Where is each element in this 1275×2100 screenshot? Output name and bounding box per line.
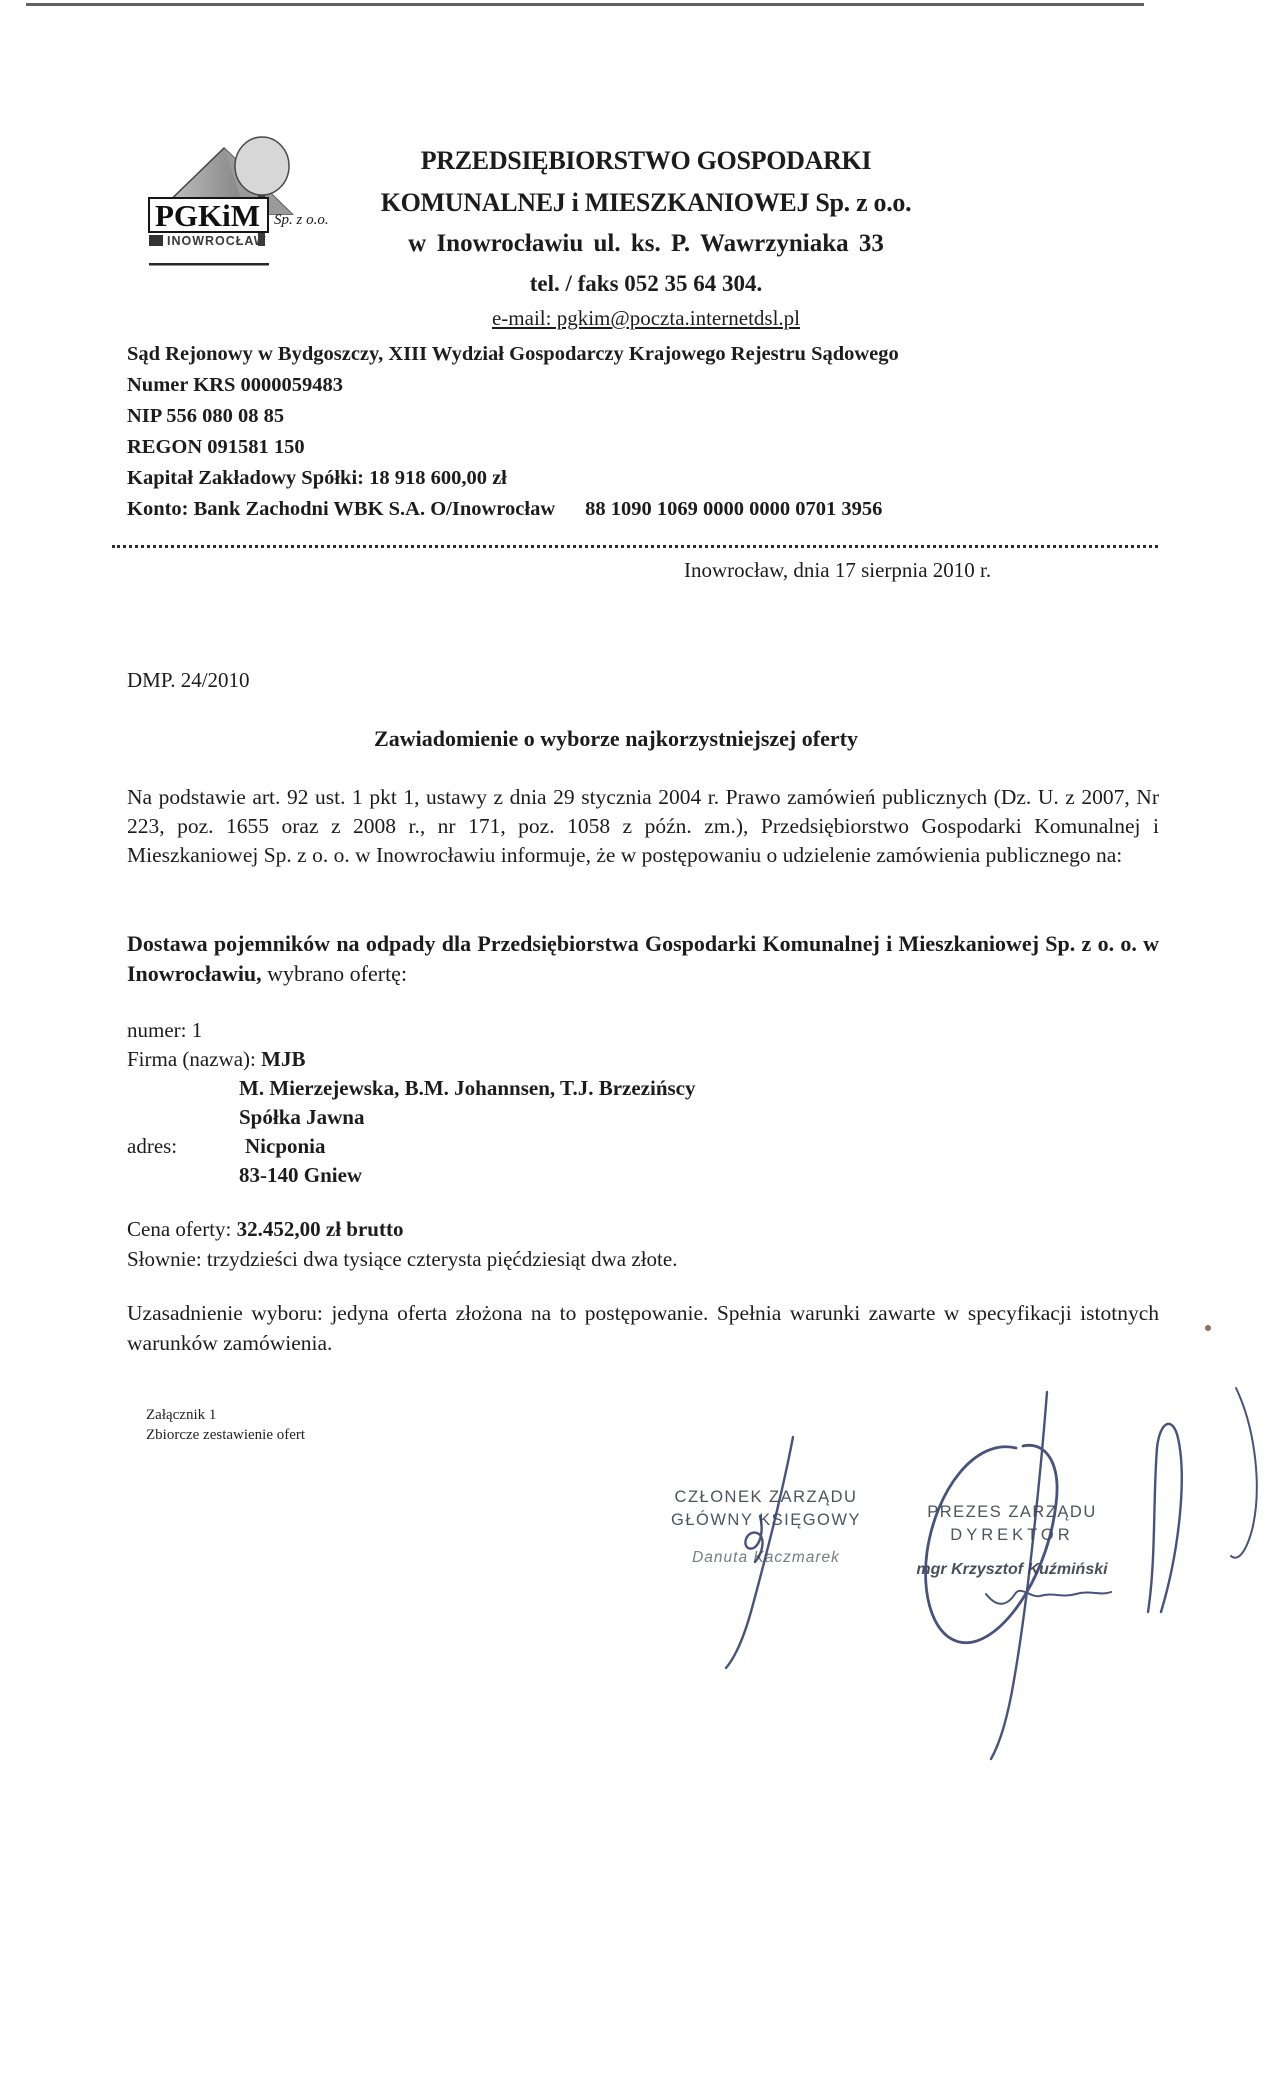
logo-suffix: Sp. z o.o. bbox=[274, 212, 329, 228]
subject-rest: wybrano ofertę: bbox=[261, 961, 408, 986]
address-label: adres: bbox=[127, 1134, 178, 1158]
price-value: 32.452,00 zł brutto bbox=[236, 1217, 404, 1241]
offer-firm-row bbox=[127, 1045, 1159, 1074]
letterhead-email: e-mail: pgkim@poczta.internetdsl.pl bbox=[491, 306, 800, 330]
scan-artifact-top-line bbox=[26, 3, 1144, 6]
bank-account-number: 88 1090 1069 0000 0000 0701 3956 bbox=[585, 498, 883, 520]
firm-type: Spółka Jawna bbox=[239, 1105, 365, 1129]
logo-city: INOWROCŁAW bbox=[167, 234, 267, 248]
price-block bbox=[127, 1214, 1159, 1274]
price-label: Cena oferty: bbox=[127, 1217, 237, 1241]
registry-block bbox=[127, 339, 899, 525]
price-row bbox=[127, 1214, 1159, 1244]
stamp-left-role2: GŁÓWNY KSIĘGOWY bbox=[671, 1511, 861, 1529]
signature-right-arc bbox=[1148, 1424, 1182, 1612]
stamp-left bbox=[662, 1486, 870, 1532]
bank-account-label: Konto: Bank Zachodni WBK S.A. O/Inowrocław bbox=[127, 498, 556, 520]
date-line: Inowrocław, dnia 17 sierpnia 2010 r. bbox=[684, 558, 992, 582]
reference-number: DMP. 24/2010 bbox=[127, 668, 250, 692]
subject-bold: Dostawa pojemników na odpady dla Przedsiębiorstwa Gospodarki Komunalnej i Mieszkaniowej Sp. z o. o. w Inowrocławiu, bbox=[127, 931, 1159, 986]
letterhead-company-line1: PRZEDSIĘBIORSTWO GOSPODARKI bbox=[420, 146, 872, 175]
offer-address-row bbox=[127, 1132, 1159, 1161]
legal-paragraph: Na podstawie art. 92 ust. 1 pkt 1, ustawy z dnia 29 stycznia 2004 r. Prawo zamówień publicznych (Dz. U. z 2007, Nr 223, poz. 1655 oraz z 2008 r., nr 171, poz. 1058 z późn. zm.), Przedsiębiorstwo Gospodarki Komunalnej i Mieszkaniowej Sp. z o. o. w Inowrocławiu informuje, że w postępowaniu o udzielenie zamówienia publicznego na: bbox=[127, 785, 1159, 867]
stamp-right-role1: PREZES ZARZĄDU bbox=[927, 1503, 1097, 1521]
attachment-line1: Załącznik 1 bbox=[146, 1407, 217, 1423]
registry-account bbox=[127, 494, 899, 525]
address-town: Nicponia bbox=[245, 1134, 326, 1158]
firm-partners: M. Mierzejewska, B.M. Johannsen, T.J. Brzezińscy bbox=[239, 1076, 696, 1100]
stamp-right bbox=[908, 1501, 1116, 1547]
signature-right-squiggle bbox=[986, 1591, 1111, 1604]
registry-regon: REGON 091581 150 bbox=[127, 436, 305, 458]
subject-paragraph bbox=[127, 929, 1159, 989]
address-post: 83-140 Gniew bbox=[239, 1163, 363, 1187]
justification-paragraph: Uzasadnienie wyboru: jedyna oferta złożona na to postępowanie. Spełnia warunki zawarte w specyfikacji istotnych warunków zamówienia. bbox=[127, 1301, 1159, 1355]
stamp-right-name: mgr Krzysztof Kuźmiński bbox=[916, 1561, 1108, 1578]
stamp-left-role1: CZŁONEK ZARZĄDU bbox=[674, 1488, 858, 1506]
stamp-left-name: Danuta Kaczmarek bbox=[692, 1549, 840, 1566]
signature-far-right-flourish bbox=[1231, 1388, 1257, 1558]
registry-krs: Numer KRS 0000059483 bbox=[127, 374, 344, 396]
dotted-separator bbox=[112, 545, 1158, 548]
logo-acronym: PGKiM bbox=[155, 198, 261, 233]
letterhead-company-line2: KOMUNALNEJ i MIESZKANIOWEJ Sp. z o.o. bbox=[380, 188, 912, 217]
attachment-note bbox=[146, 1405, 305, 1445]
firm-label: Firma (nazwa): bbox=[127, 1047, 262, 1071]
document-title: Zawiadomienie o wyborze najkorzystniejszej oferty bbox=[374, 726, 858, 751]
scan-speck bbox=[1205, 1325, 1211, 1331]
offer-block bbox=[127, 1016, 1159, 1190]
letterhead-address: w Inowrocławiu ul. ks. P. Wawrzyniaka 33 bbox=[408, 230, 884, 257]
letterhead-phone: tel. / faks 052 35 64 304. bbox=[529, 271, 763, 296]
price-words: Słownie: trzydzieści dwa tysiące czterysta pięćdziesiąt dwa złote. bbox=[127, 1247, 678, 1271]
registry-nip: NIP 556 080 08 85 bbox=[127, 405, 285, 427]
attachment-line2: Zbiorcze zestawienie ofert bbox=[146, 1427, 306, 1443]
logo-underline bbox=[149, 263, 269, 266]
firm-name: MJB bbox=[261, 1047, 306, 1071]
stamp-right-role2: DYREKTOR bbox=[950, 1526, 1074, 1544]
offer-number: numer: 1 bbox=[127, 1018, 203, 1042]
registry-court: Sąd Rejonowy w Bydgoszczy, XIII Wydział Gospodarczy Krajowego Rejestru Sądowego bbox=[127, 343, 899, 365]
registry-capital: Kapitał Zakładowy Spółki: 18 918 600,00 zł bbox=[127, 467, 507, 489]
